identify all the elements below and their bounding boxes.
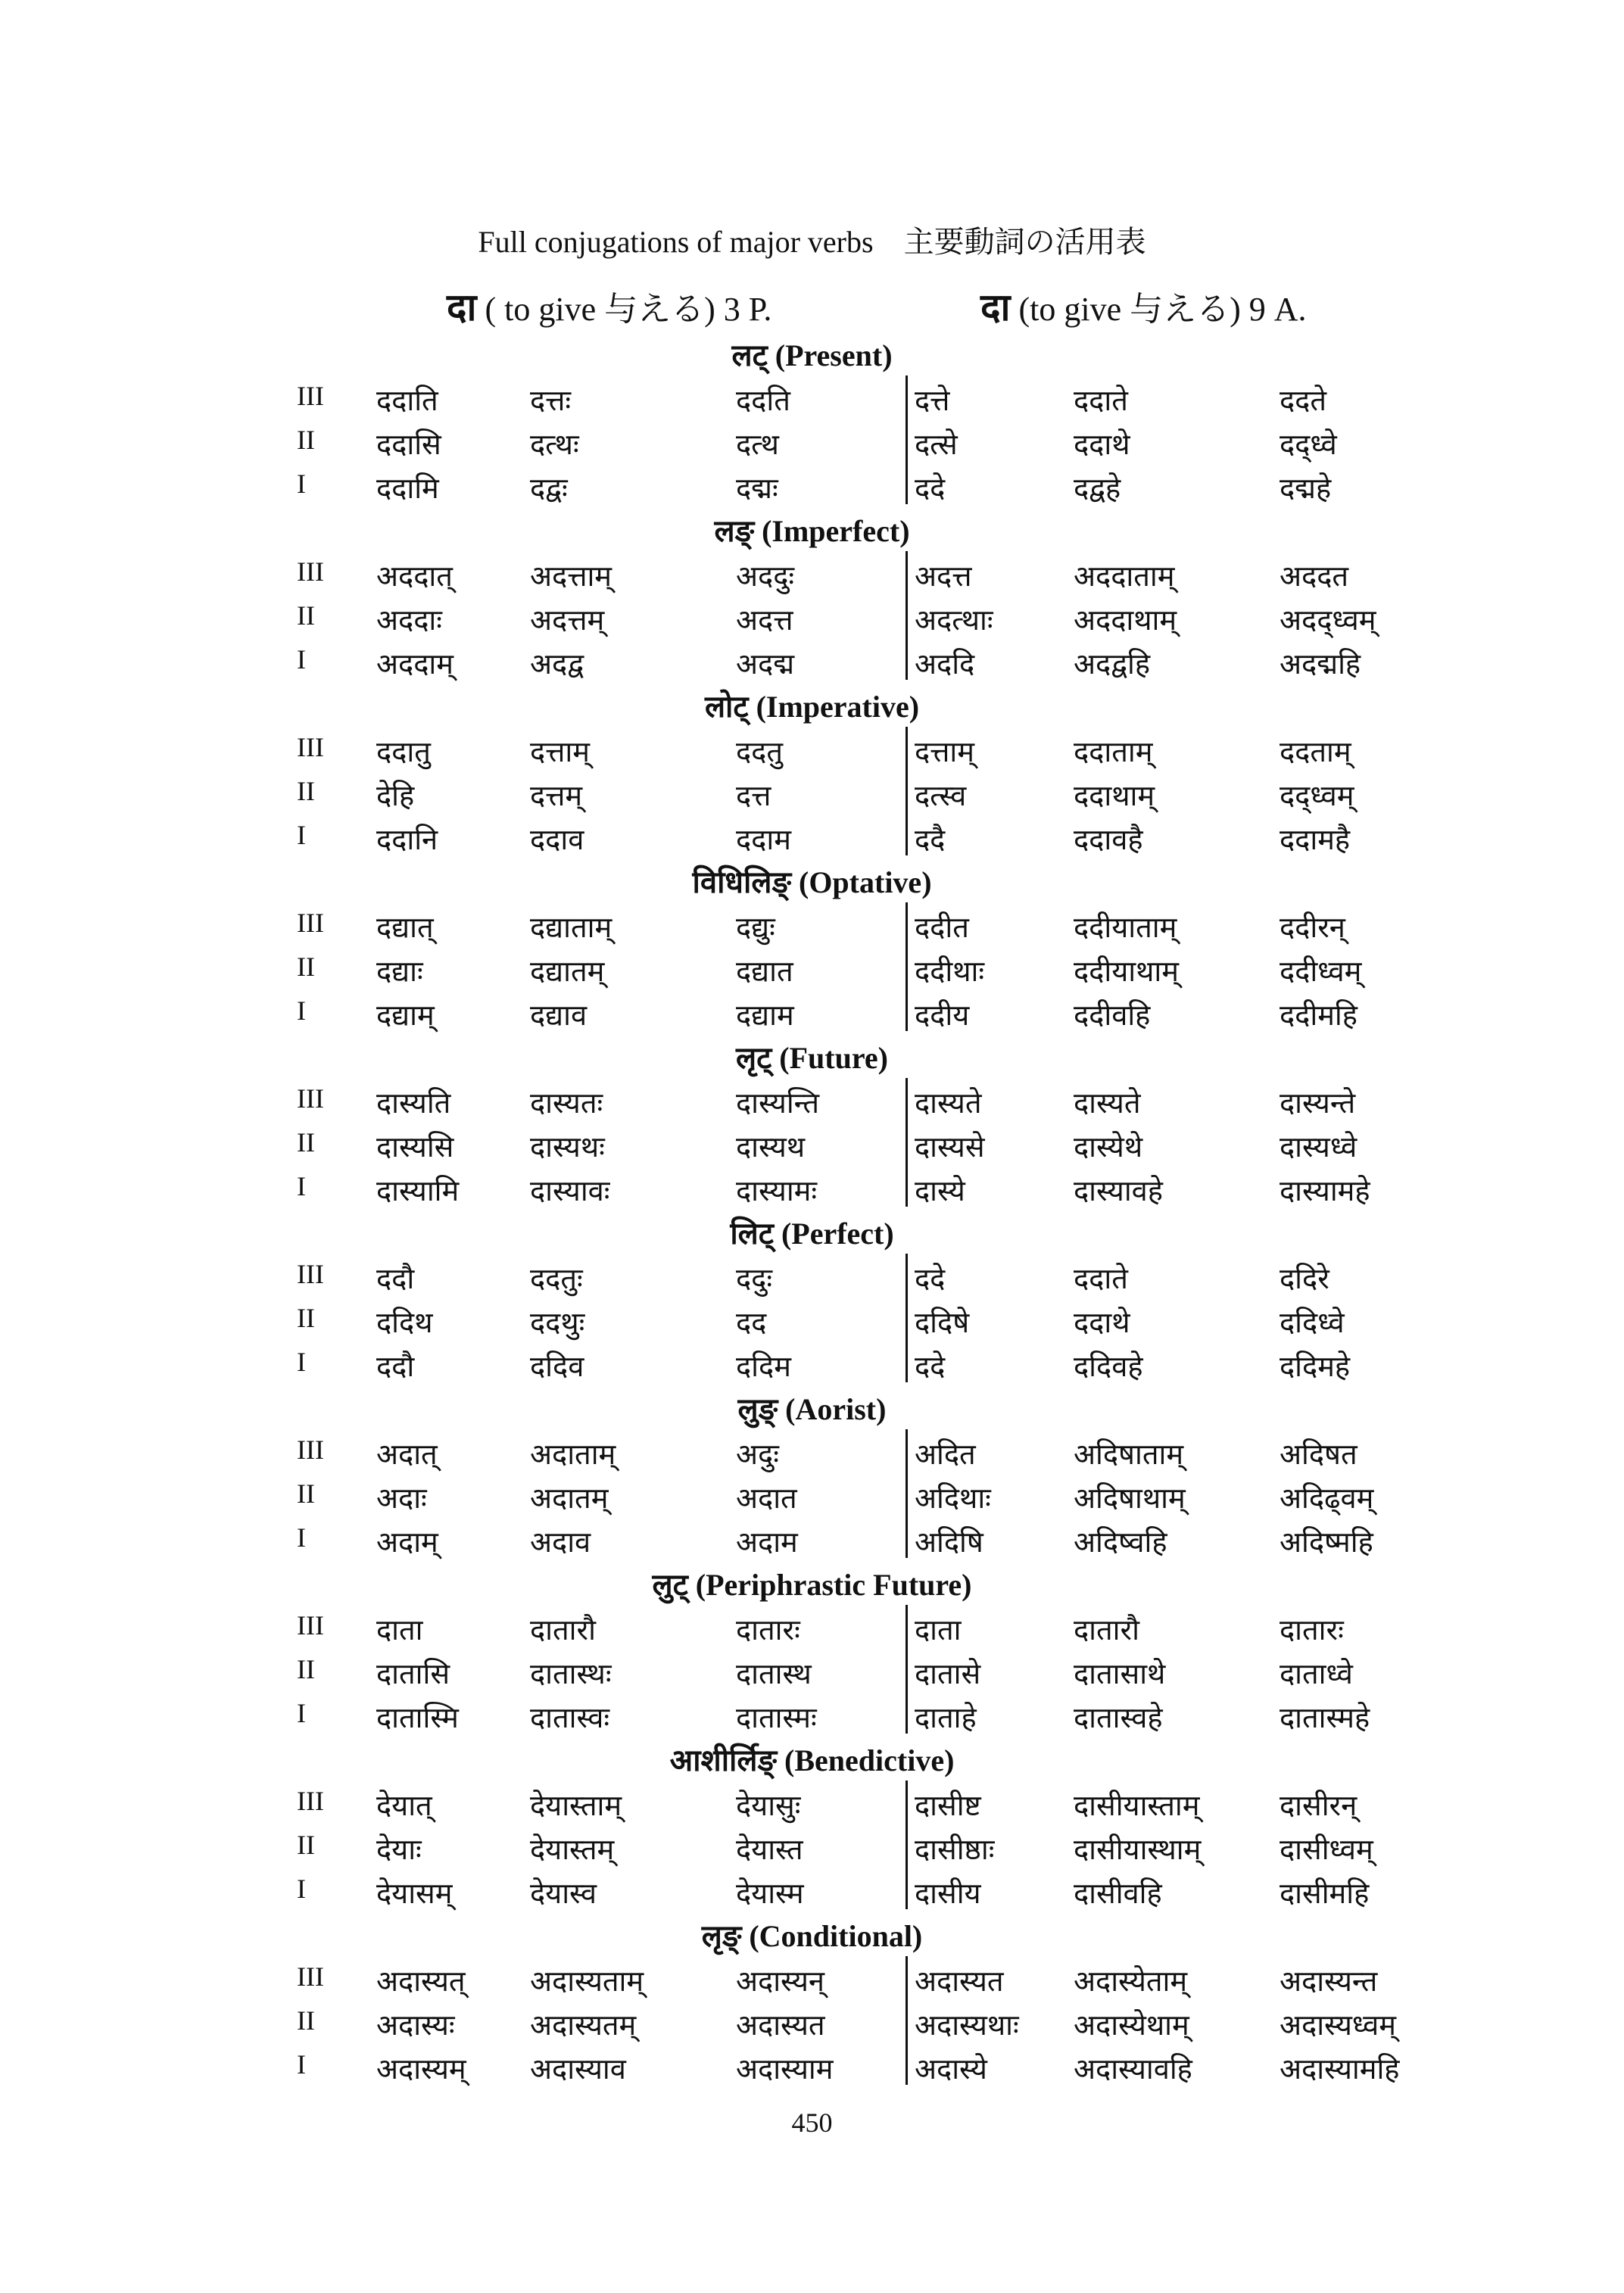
table-row xyxy=(0,1961,1624,2005)
parasmaipada-form: दातास्मः xyxy=(736,1701,817,1734)
atmanepada-form: दद्वहे xyxy=(1074,472,1121,505)
section-heading xyxy=(0,1738,1624,1780)
atmanepada-form: दास्यसे xyxy=(915,1130,985,1164)
parasmaipada-form: अददात् xyxy=(376,559,453,593)
section-english-name: (Aorist) xyxy=(785,1392,887,1426)
parasmaipada-form: दद्युः xyxy=(736,911,775,944)
parasmaipada-form: अदुः xyxy=(736,1438,779,1471)
page-number: 450 xyxy=(791,2108,833,2138)
atmanepada-form: अदद्ध्वम् xyxy=(1280,603,1376,637)
parasmaipada-form: दत्त xyxy=(736,779,771,812)
atmanepada-form: अदास्यावहि xyxy=(1074,2052,1192,2086)
header-parasmaipada xyxy=(447,280,771,332)
atmanepada-form: अदद्महि xyxy=(1280,647,1361,681)
atmanepada-form: ददीय xyxy=(915,999,970,1032)
atmanepada-form: ददाते xyxy=(1074,1262,1128,1295)
atmanepada-form: दासीवहि xyxy=(1074,1877,1162,1910)
atmanepada-form: दासीरन् xyxy=(1280,1789,1357,1822)
parasmaipada-form: देयाः xyxy=(376,1833,422,1866)
person-label: III xyxy=(297,1435,324,1465)
person-label: III xyxy=(297,556,324,587)
atmanepada-form: दास्यध्वे xyxy=(1280,1130,1357,1164)
atmanepada-form: दाताध्वे xyxy=(1280,1657,1353,1690)
person-label: I xyxy=(297,1874,306,1904)
person-label: I xyxy=(297,995,306,1026)
atmanepada-form: अदिष्वहि xyxy=(1074,1525,1167,1559)
person-label: II xyxy=(297,2005,315,2036)
atmanepada-form: अदास्येताम् xyxy=(1074,1964,1188,1998)
parasmaipada-form: दास्यति xyxy=(376,1086,451,1120)
person-label: III xyxy=(297,381,324,411)
table-row xyxy=(0,1346,1624,1390)
atmanepada-form: ददिवहे xyxy=(1074,1350,1143,1383)
parasmaipada-form: दास्यामः xyxy=(736,1174,818,1207)
atmanepada-form: ददिषे xyxy=(915,1306,970,1339)
person-label: I xyxy=(297,1522,306,1553)
parasmaipada-form: दद्याताम् xyxy=(530,911,613,944)
parasmaipada-form: अदातम् xyxy=(530,1481,609,1515)
parasmaipada-form: ददिम xyxy=(736,1350,791,1383)
parasmaipada-form: ददतुः xyxy=(530,1262,583,1295)
section-english-name: (Imperative) xyxy=(756,690,920,724)
section-english-name: (Optative) xyxy=(799,865,932,899)
atmanepada-form: ददीवहि xyxy=(1074,999,1151,1032)
table-row xyxy=(0,1302,1624,1346)
parasmaipada-form: अदाः xyxy=(376,1481,427,1515)
parasmaipada-form: ददथुः xyxy=(530,1306,585,1339)
section-english-name: (Conditional) xyxy=(749,1919,923,1953)
tense-section xyxy=(0,333,1624,507)
atmanepada-form: दाताहे xyxy=(915,1701,977,1734)
parasmaipada-form: अदास्यम् xyxy=(376,2052,466,2086)
section-sanskrit-name: आशीर्लिङ् xyxy=(669,1743,778,1778)
atmanepada-form: अदित xyxy=(915,1438,976,1471)
parasmaipada-form: देयासुः xyxy=(736,1789,801,1822)
table-row xyxy=(0,424,1624,468)
table-row xyxy=(0,775,1624,819)
atmanepada-form: दातारौ xyxy=(1074,1613,1139,1647)
parasmaipada-form: दत्तम् xyxy=(530,779,583,812)
person-label: III xyxy=(297,908,324,938)
atmanepada-form: ददावहै xyxy=(1074,823,1143,856)
person-label: III xyxy=(297,1961,324,1992)
atmanepada-form: दत्ताम् xyxy=(915,735,975,768)
section-heading xyxy=(0,1387,1624,1428)
section-sanskrit-name: लृङ् xyxy=(701,1919,742,1954)
table-row xyxy=(0,1170,1624,1214)
atmanepada-form: अदिषत xyxy=(1280,1438,1357,1471)
atmanepada-form: अददाताम् xyxy=(1074,559,1175,593)
atmanepada-form: दातासे xyxy=(915,1657,981,1690)
table-row xyxy=(0,819,1624,863)
section-english-name: (Perfect) xyxy=(781,1217,894,1251)
atmanepada-form: दासीष्ठाः xyxy=(915,1833,995,1866)
person-label: III xyxy=(297,1610,324,1640)
section-heading xyxy=(0,333,1624,375)
parasmaipada-form: दद्याम xyxy=(736,999,794,1032)
parasmaipada-form: दातास्वः xyxy=(530,1701,610,1734)
parasmaipada-form: अदद्म xyxy=(736,647,795,681)
tense-section xyxy=(0,1211,1624,1385)
parasmaipada-form: अदास्यत xyxy=(736,2008,825,2042)
table-row xyxy=(0,1785,1624,1829)
person-label: I xyxy=(297,1347,306,1377)
table-row xyxy=(0,1829,1624,1873)
atmanepada-form: अदिथाः xyxy=(915,1481,991,1515)
atmanepada-form: ददामहै xyxy=(1280,823,1351,856)
section-heading xyxy=(0,860,1624,902)
parasmaipada-form: ददौ xyxy=(376,1262,415,1295)
parasmaipada-form: देयास्त xyxy=(736,1833,803,1866)
atmanepada-form: दास्ये xyxy=(915,1174,965,1207)
parasmaipada-form: ददाम xyxy=(736,823,791,856)
person-label: II xyxy=(297,776,315,806)
atmanepada-form: ददे xyxy=(915,1350,946,1383)
header-gloss: (to give 与える) 9 A. xyxy=(1018,291,1307,328)
section-english-name: (Present) xyxy=(775,338,893,372)
parasmaipada-form: अदत्तम् xyxy=(530,603,605,637)
parasmaipada-form: अदास्यन् xyxy=(736,1964,824,1998)
tense-section xyxy=(0,509,1624,683)
parasmaipada-form: अदाम् xyxy=(376,1525,438,1559)
parasmaipada-form: दास्यामि xyxy=(376,1174,460,1207)
parasmaipada-form: दत्ताम् xyxy=(530,735,591,768)
atmanepada-form: अदिढ्वम् xyxy=(1280,1481,1374,1515)
atmanepada-form: दद्ध्वम् xyxy=(1280,779,1354,812)
atmanepada-form: अदास्यत xyxy=(915,1964,1004,1998)
person-label: I xyxy=(297,644,306,675)
atmanepada-form: ददाथे xyxy=(1074,428,1130,461)
person-label: II xyxy=(297,952,315,982)
atmanepada-form: अददि xyxy=(915,647,975,681)
section-heading xyxy=(0,509,1624,550)
parasmaipada-form: ददिथ xyxy=(376,1306,433,1339)
tense-section xyxy=(0,684,1624,858)
tense-section xyxy=(0,1387,1624,1561)
section-english-name: (Future) xyxy=(779,1041,888,1075)
atmanepada-form: अदिषाथाम् xyxy=(1074,1481,1186,1515)
person-label: II xyxy=(297,425,315,455)
atmanepada-form: अदत्थाः xyxy=(915,603,993,637)
section-heading xyxy=(0,684,1624,726)
atmanepada-form: ददाथे xyxy=(1074,1306,1130,1339)
section-heading xyxy=(0,1036,1624,1077)
parasmaipada-form: ददतु xyxy=(736,735,784,768)
parasmaipada-form: अदास्याव xyxy=(530,2052,626,2086)
parasmaipada-form: अदास्यः xyxy=(376,2008,455,2042)
parasmaipada-form: देयास्तम् xyxy=(530,1833,615,1866)
parasmaipada-form: दास्यन्ति xyxy=(736,1086,820,1120)
section-sanskrit-name: लोट् xyxy=(704,690,749,724)
atmanepada-form: अदिषि xyxy=(915,1525,983,1559)
atmanepada-form: दातास्महे xyxy=(1280,1701,1370,1734)
parasmaipada-form: दद xyxy=(736,1306,767,1339)
atmanepada-form: अदास्ये xyxy=(915,2052,987,2086)
atmanepada-form: दत्स्व xyxy=(915,779,967,812)
person-label: I xyxy=(297,2049,306,2080)
section-english-name: (Benedictive) xyxy=(784,1743,955,1777)
parasmaipada-form: ददासि xyxy=(376,428,441,461)
tense-section xyxy=(0,1914,1624,2088)
atmanepada-form: ददीथाः xyxy=(915,955,984,988)
section-sanskrit-name: लङ् xyxy=(714,514,755,549)
tense-section xyxy=(0,1562,1624,1737)
atmanepada-form: ददीत xyxy=(915,911,969,944)
table-row xyxy=(0,731,1624,775)
table-row xyxy=(0,556,1624,600)
section-sanskrit-name: विधिलिङ् xyxy=(692,865,791,900)
atmanepada-form: दासीष्ट xyxy=(915,1789,981,1822)
parasmaipada-form: अदाम xyxy=(736,1525,798,1559)
atmanepada-form: अदास्यन्त xyxy=(1280,1964,1378,1998)
atmanepada-form: दास्यते xyxy=(1074,1086,1141,1120)
section-sanskrit-name: लिट् xyxy=(730,1217,774,1251)
table-row xyxy=(0,468,1624,512)
parasmaipada-form: दातास्थ xyxy=(736,1657,812,1690)
table-row xyxy=(0,1697,1624,1741)
page-title: Full conjugations of major verbs 主要動詞の活用表 xyxy=(478,225,1146,259)
parasmaipada-form: अदास्याम xyxy=(736,2052,834,2086)
atmanepada-form: ददाथाम् xyxy=(1074,779,1155,812)
atmanepada-form: दातास्वहे xyxy=(1074,1701,1163,1734)
parasmaipada-form: ददाव xyxy=(530,823,584,856)
person-label: III xyxy=(297,732,324,762)
parasmaipada-form: दास्यसि xyxy=(376,1130,454,1164)
section-heading xyxy=(0,1211,1624,1253)
person-label: II xyxy=(297,1127,315,1157)
table-row xyxy=(0,2005,1624,2048)
atmanepada-form: ददाताम् xyxy=(1074,735,1153,768)
parasmaipada-form: अदास्यतम् xyxy=(530,2008,637,2042)
atmanepada-form: अदिषाताम् xyxy=(1074,1438,1184,1471)
parasmaipada-form: देयासम् xyxy=(376,1877,453,1910)
atmanepada-form: ददताम् xyxy=(1280,735,1351,768)
atmanepada-form: ददै xyxy=(915,823,946,856)
parasmaipada-form: दातारः xyxy=(736,1613,800,1647)
parasmaipada-form: दातास्थः xyxy=(530,1657,612,1690)
parasmaipada-form: ददामि xyxy=(376,472,439,505)
table-row xyxy=(0,1653,1624,1697)
parasmaipada-form: ददौ xyxy=(376,1350,415,1383)
parasmaipada-form: दत्तः xyxy=(530,384,572,417)
parasmaipada-form: अददुः xyxy=(736,559,795,593)
section-sanskrit-name: लट् xyxy=(731,338,768,373)
atmanepada-form: अदास्यथाः xyxy=(915,2008,1019,2042)
person-label: I xyxy=(297,1698,306,1728)
atmanepada-form: अदास्यामहि xyxy=(1280,2052,1400,2086)
parasmaipada-form: दत्थः xyxy=(530,428,579,461)
parasmaipada-form: दद्यात xyxy=(736,955,793,988)
table-row xyxy=(0,907,1624,951)
atmanepada-form: दाता xyxy=(915,1613,962,1647)
atmanepada-form: ददे xyxy=(915,472,946,505)
parasmaipada-form: दद्मः xyxy=(736,472,778,505)
table-row xyxy=(0,995,1624,1039)
atmanepada-form: दातारः xyxy=(1280,1613,1344,1647)
atmanepada-form: ददीरन् xyxy=(1280,911,1345,944)
table-row xyxy=(0,1434,1624,1478)
parasmaipada-form: ददातु xyxy=(376,735,431,768)
parasmaipada-form: अदास्यताम् xyxy=(530,1964,644,1998)
person-label: II xyxy=(297,1654,315,1684)
atmanepada-form: ददे xyxy=(915,1262,946,1295)
parasmaipada-form: दातासि xyxy=(376,1657,450,1690)
atmanepada-form: दद्ध्वे xyxy=(1280,428,1337,461)
parasmaipada-form: दातारौ xyxy=(530,1613,596,1647)
table-row xyxy=(0,1522,1624,1566)
atmanepada-form: अदद्वहि xyxy=(1074,647,1151,681)
parasmaipada-form: देयात् xyxy=(376,1789,432,1822)
parasmaipada-form: दातास्मि xyxy=(376,1701,459,1734)
parasmaipada-form: दास्यतः xyxy=(530,1086,603,1120)
atmanepada-form: दास्यामहे xyxy=(1280,1174,1370,1207)
parasmaipada-form: अदाव xyxy=(530,1525,591,1559)
parasmaipada-form: ददानि xyxy=(376,823,438,856)
section-sanskrit-name: लुङ् xyxy=(737,1392,778,1427)
parasmaipada-form: देयास्म xyxy=(736,1877,804,1910)
parasmaipada-form: ददाति xyxy=(376,384,438,417)
atmanepada-form: अदत्त xyxy=(915,559,972,593)
parasmaipada-form: अदात xyxy=(736,1481,797,1515)
person-label: I xyxy=(297,820,306,850)
person-label: III xyxy=(297,1083,324,1114)
person-label: II xyxy=(297,1478,315,1509)
atmanepada-form: दास्येथे xyxy=(1074,1130,1143,1164)
atmanepada-form: अदास्यध्वम् xyxy=(1280,2008,1397,2042)
atmanepada-form: दत्से xyxy=(915,428,958,461)
person-label: III xyxy=(297,1259,324,1289)
tense-section xyxy=(0,1738,1624,1912)
parasmaipada-form: दद्यात् xyxy=(376,911,434,944)
person-label: II xyxy=(297,1830,315,1860)
parasmaipada-form: देहि xyxy=(376,779,415,812)
person-label: III xyxy=(297,1786,324,1816)
person-label: II xyxy=(297,1303,315,1333)
section-english-name: (Imperfect) xyxy=(762,514,910,548)
parasmaipada-form: दास्यथः xyxy=(530,1130,605,1164)
section-heading xyxy=(0,1914,1624,1955)
table-row xyxy=(0,1609,1624,1653)
parasmaipada-form: ददुः xyxy=(736,1262,773,1295)
parasmaipada-form: दद्वः xyxy=(530,472,568,505)
parasmaipada-form: दाता xyxy=(376,1613,423,1647)
table-row xyxy=(0,1478,1624,1522)
atmanepada-form: ददीयाथाम् xyxy=(1074,955,1179,988)
atmanepada-form: दासीमहि xyxy=(1280,1877,1370,1910)
parasmaipada-form: अदास्यत् xyxy=(376,1964,466,1998)
atmanepada-form: दासीयास्थाम् xyxy=(1074,1833,1202,1866)
atmanepada-form: दास्यन्ते xyxy=(1280,1086,1356,1120)
parasmaipada-form: अदत्त xyxy=(736,603,793,637)
atmanepada-form: ददीध्वम् xyxy=(1280,955,1362,988)
atmanepada-form: दत्ते xyxy=(915,384,950,417)
atmanepada-form: दातासाथे xyxy=(1074,1657,1166,1690)
table-row xyxy=(0,951,1624,995)
parasmaipada-form: अदाताम् xyxy=(530,1438,616,1471)
atmanepada-form: ददीमहि xyxy=(1280,999,1357,1032)
parasmaipada-form: देयास्ताम् xyxy=(530,1789,622,1822)
parasmaipada-form: दद्यातम् xyxy=(530,955,605,988)
header-root: दा xyxy=(980,285,1011,329)
section-sanskrit-name: लृट् xyxy=(736,1041,772,1076)
atmanepada-form: दास्यावहे xyxy=(1074,1174,1163,1207)
table-row xyxy=(0,1126,1624,1170)
table-row xyxy=(0,1083,1624,1126)
table-row xyxy=(0,643,1624,687)
atmanepada-form: दासीयास्ताम् xyxy=(1074,1789,1200,1822)
person-label: I xyxy=(297,1171,306,1201)
parasmaipada-form: अदद्व xyxy=(530,647,584,681)
parasmaipada-form: दास्यथ xyxy=(736,1130,806,1164)
table-row xyxy=(0,1258,1624,1302)
atmanepada-form: ददते xyxy=(1280,384,1327,417)
table-row xyxy=(0,380,1624,424)
parasmaipada-form: ददिव xyxy=(530,1350,584,1383)
section-sanskrit-name: लुट् xyxy=(652,1568,688,1603)
atmanepada-form: अदिष्महि xyxy=(1280,1525,1373,1559)
parasmaipada-form: दद्याः xyxy=(376,955,423,988)
person-label: II xyxy=(297,600,315,631)
atmanepada-form: ददीयाताम् xyxy=(1074,911,1177,944)
atmanepada-form: अददत xyxy=(1280,559,1349,593)
parasmaipada-form: अदात् xyxy=(376,1438,438,1471)
parasmaipada-form: अददाः xyxy=(376,603,442,637)
atmanepada-form: ददाते xyxy=(1074,384,1128,417)
atmanepada-form: अददाथाम् xyxy=(1074,603,1177,637)
atmanepada-form: दासीय xyxy=(915,1877,981,1910)
atmanepada-form: दासीध्वम् xyxy=(1280,1833,1373,1866)
person-label: I xyxy=(297,469,306,499)
atmanepada-form: दास्यते xyxy=(915,1086,982,1120)
parasmaipada-form: दत्थ xyxy=(736,428,779,461)
parasmaipada-form: दद्याव xyxy=(530,999,588,1032)
atmanepada-form: ददिमहे xyxy=(1280,1350,1351,1383)
parasmaipada-form: अददाम् xyxy=(376,647,454,681)
tense-section xyxy=(0,860,1624,1034)
table-row xyxy=(0,1873,1624,1917)
atmanepada-form: ददिध्वे xyxy=(1280,1306,1345,1339)
parasmaipada-form: देयास्व xyxy=(530,1877,597,1910)
section-english-name: (Periphrastic Future) xyxy=(695,1568,972,1602)
parasmaipada-form: अदत्ताम् xyxy=(530,559,613,593)
parasmaipada-form: ददति xyxy=(736,384,790,417)
atmanepada-form: दद्महे xyxy=(1280,472,1332,505)
table-row xyxy=(0,600,1624,643)
tense-section xyxy=(0,1036,1624,1210)
parasmaipada-form: दद्याम् xyxy=(376,999,435,1032)
header-root: दा xyxy=(447,285,477,329)
table-row xyxy=(0,2048,1624,2092)
header-gloss: ( to give 与える) 3 P. xyxy=(485,291,772,328)
parasmaipada-form: दास्यावः xyxy=(530,1174,610,1207)
section-heading xyxy=(0,1562,1624,1604)
atmanepada-form: अदास्येथाम् xyxy=(1074,2008,1189,2042)
header-atmanepada xyxy=(980,280,1307,332)
atmanepada-form: ददिरे xyxy=(1280,1262,1329,1295)
